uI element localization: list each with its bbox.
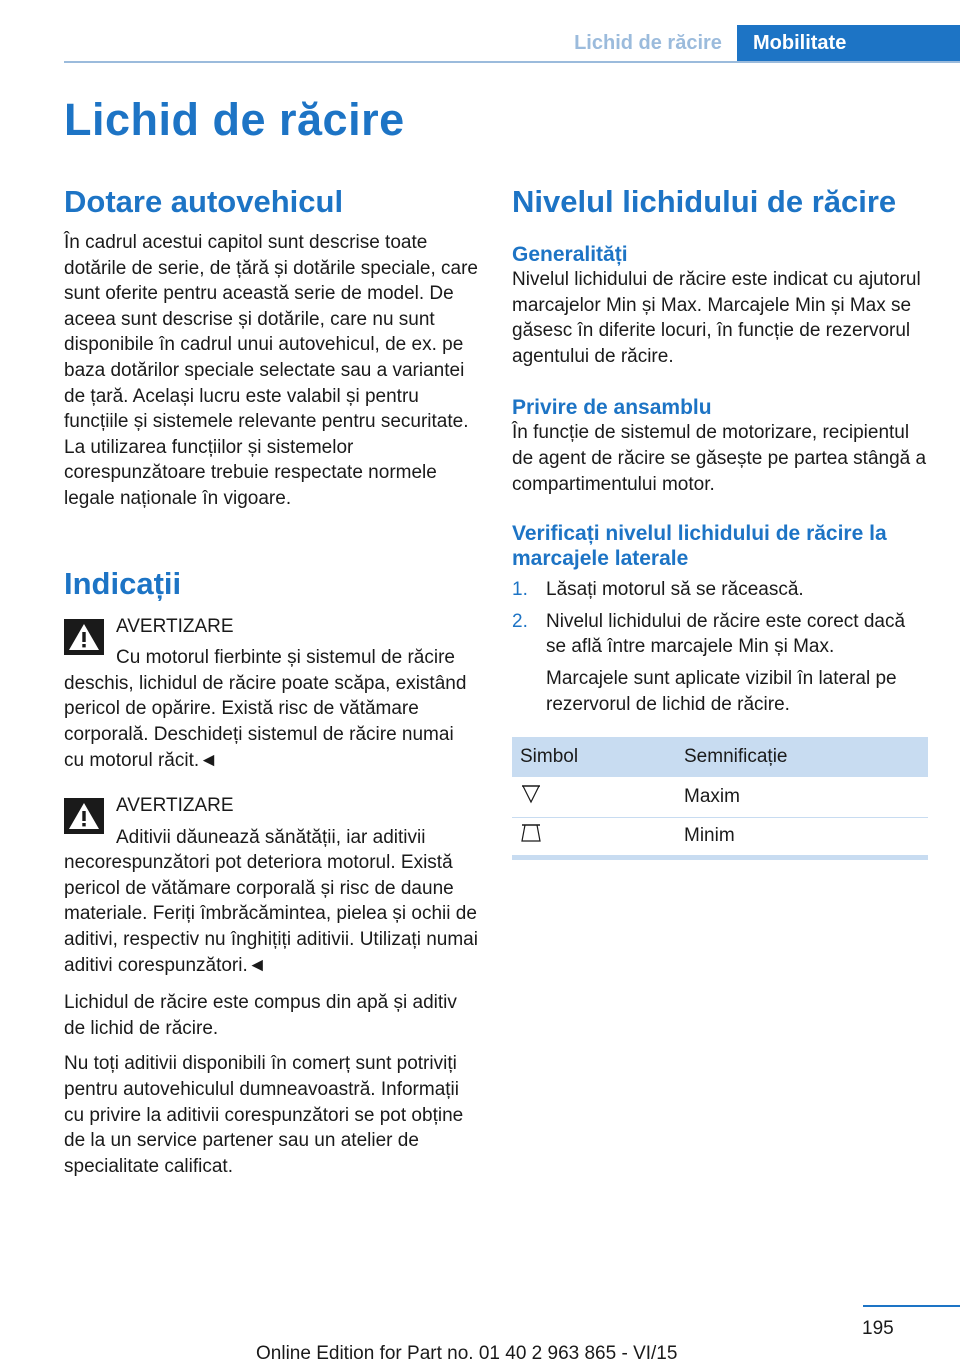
symbol-table — [512, 737, 928, 860]
warning-label: AVERTIZARE — [116, 615, 234, 637]
footer-divider — [863, 1305, 960, 1307]
warning-block — [64, 614, 478, 640]
general-heading: Generalități — [512, 243, 628, 266]
warning-triangle-icon — [64, 798, 104, 834]
column-header-meaning: Semnificație — [676, 737, 928, 777]
header-chapter-tab: Mobilitate — [737, 25, 960, 61]
max-mark-icon — [520, 783, 542, 805]
min-mark-icon — [520, 822, 542, 844]
column-header-symbol: Simbol — [512, 737, 676, 777]
right-column — [512, 180, 928, 860]
overview-heading: Privire de ansamblu — [512, 396, 712, 420]
step-text: Lăsați motorul să se răcească. — [546, 579, 804, 601]
table-header-row — [512, 737, 928, 777]
warning-label: AVERTIZARE — [116, 795, 234, 817]
step-number: 1. — [512, 579, 528, 601]
step-number: 2. — [512, 610, 528, 632]
list-item — [512, 609, 928, 717]
table-row — [512, 777, 928, 817]
equipment-heading: Dotare autovehicul — [64, 184, 344, 219]
list-item — [512, 577, 928, 603]
general-text: Nivelul lichidului de răcire este indicat cu ajutorul marcajelor Min și Max. Marcajele Min și Max se găsesc în diferite locuri, în funcție de rezervorul agentului de răcire. — [512, 269, 921, 367]
symbol-cell — [512, 817, 676, 857]
warning-triangle-icon — [64, 619, 104, 655]
check-heading: Verificați nivelul lichidului de răcire la marcajele laterale — [512, 522, 887, 571]
body-paragraph: Lichidul de răcire este compus din apă și aditiv de lichid de răcire. — [64, 992, 457, 1039]
header-section-tab: Lichid de răcire — [560, 25, 736, 61]
page-title: Lichid de răcire — [64, 94, 405, 145]
header-divider — [64, 61, 960, 63]
overview-text: În funcție de sistemul de motorizare, recipientul de agent de răcire se găsește pe partea stângă a compartimentului motor. — [512, 422, 927, 495]
body-paragraph: Nu toți aditivii disponibili în comerț sunt potriviți pentru autovehiculul dumneavoastră. Informații cu privire la aditivii corespunzători se pot obține de la un service partener sau un atelier de specialitate calificat. — [64, 1053, 464, 1177]
steps-list — [512, 577, 928, 717]
equipment-text: În cadrul acestui capitol sunt descrise toate dotările de serie, de țără și dotările speciale, care sunt oferite pentru această serie de model. De aceea sunt descrise și dotările, care nu sunt disponibile în cadrul unui autovehicul, de ex. pe baza dotărilor speciale selectate sau a variantei de țară. Același lucru este valabil și pentru funcțiile și sistemele relevante pentru securitate. La utilizarea funcțiilor și sistemelor corespunzătoare trebuie respectate normele legale naționale în vigoare. — [64, 232, 479, 509]
edition-text: Online Edition for Part no. 01 40 2 963 865 - VI/15 — [256, 1343, 678, 1362]
warning-block — [64, 793, 478, 819]
level-heading: Nivelul lichidului de răcire — [512, 184, 897, 219]
step-extra-text: Marcajele sunt aplicate vizibil în lateral pe rezervorul de lichid de răcire. — [546, 667, 897, 715]
left-column — [64, 180, 478, 1179]
warning-text: Cu motorul fierbinte și sistemul de răcire deschis, lichidul de răcire poate scăpa, existând pericol de opărire. Există risc de vătămare corporală. Deschideți sistemul de răcire numai cu motorul răcit.◄ — [64, 647, 467, 771]
warning-text: Aditivii dăunează sănătății, iar aditivii necorespunzători pot deteriora motorul. Există pericol de vătămare corporală și risc de daune materiale. Feriți îmbrăcămintea, pielea și ochii de aditivi, respectiv nu înghițiți aditivii. Utilizați numai aditivi corespunzători.◄ — [64, 826, 478, 976]
page-number: 195 — [862, 1318, 894, 1339]
symbol-cell — [512, 777, 676, 817]
meaning-cell: Maxim — [676, 777, 928, 817]
meaning-cell: Minim — [676, 817, 928, 857]
step-text: Nivelul lichidului de răcire este corect dacă se află între marcajele Min și Max. — [546, 610, 906, 658]
notes-heading: Indicații — [64, 565, 182, 601]
table-row — [512, 817, 928, 857]
